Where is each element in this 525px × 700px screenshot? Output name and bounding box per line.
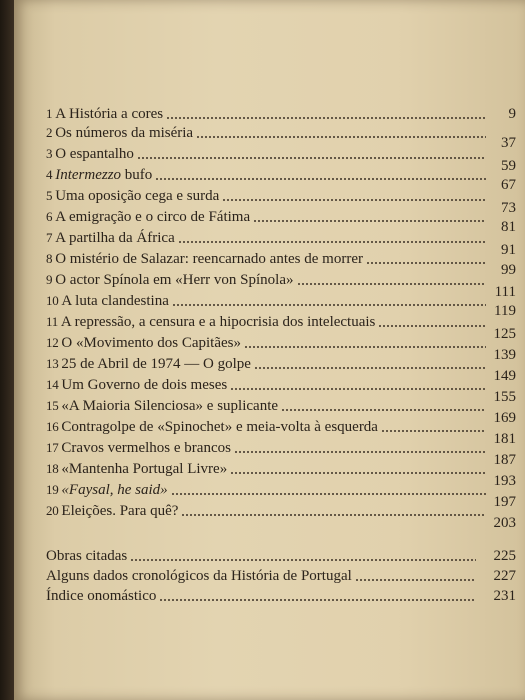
toc-entry-title xyxy=(46,312,375,332)
title-text: A emigração e o circo de Fátima xyxy=(55,209,251,225)
chapter-number: 12 xyxy=(46,335,59,350)
title-text: Os números da miséria xyxy=(55,125,194,141)
title-text: «A Maioria Silenciosa» e suplicante xyxy=(61,398,279,414)
book-page xyxy=(14,0,525,700)
toc-entry-title xyxy=(46,165,152,185)
page-number: 111 xyxy=(494,284,516,300)
leader-dots xyxy=(254,367,486,369)
page-number: 59 xyxy=(501,158,516,174)
leader-dots xyxy=(222,199,486,201)
toc-entry-title xyxy=(46,207,250,227)
title-text: Índice onomástico xyxy=(46,588,157,604)
leader-dots xyxy=(366,262,486,264)
toc-chapter-row xyxy=(46,480,516,510)
toc-chapter-row xyxy=(46,291,516,319)
toc-chapter-row xyxy=(46,312,516,342)
toc-entry-title xyxy=(46,375,227,395)
toc-entry-title xyxy=(46,459,227,479)
chapter-number: 17 xyxy=(46,440,59,455)
title-text: O mistério de Salazar: reencarnado antes de morrer xyxy=(55,251,363,267)
chapter-number: 18 xyxy=(46,461,59,476)
title-text: Um Governo de dois meses xyxy=(61,377,228,393)
title-text: Obras citadas xyxy=(46,548,128,564)
title-text: A História a cores xyxy=(55,106,164,122)
leader-dots xyxy=(181,514,486,516)
page-number: 227 xyxy=(493,568,516,584)
toc-chapter-row xyxy=(46,333,516,363)
title-rest: bufo xyxy=(121,167,153,183)
title-text: Cravos vermelhos e brancos xyxy=(61,440,231,456)
page-number: 9 xyxy=(508,106,516,122)
page-number: 193 xyxy=(493,473,516,489)
page-number: 225 xyxy=(493,548,516,564)
page-number: 181 xyxy=(493,431,516,447)
toc-entry-title xyxy=(46,480,168,500)
toc-entry-title xyxy=(46,396,278,416)
chapter-number: 19 xyxy=(46,482,59,497)
title-text: O actor Spínola em «Herr von Spínola» xyxy=(55,272,294,288)
toc-chapter-row xyxy=(46,186,516,216)
leader-dots xyxy=(155,178,486,180)
leader-dots xyxy=(178,241,486,243)
leader-dots xyxy=(137,157,486,159)
toc-appendix-row xyxy=(46,566,516,586)
toc-entry-title xyxy=(46,417,378,437)
leader-dots xyxy=(196,136,486,138)
toc-chapter-row xyxy=(46,501,516,531)
toc-appendix-row xyxy=(46,546,516,566)
leader-dots xyxy=(381,430,486,432)
chapter-number: 16 xyxy=(46,419,59,434)
page-number: 169 xyxy=(493,410,516,426)
leader-dots xyxy=(130,559,476,561)
toc-chapter-row xyxy=(46,249,516,278)
title-text: 25 de Abril de 1974 — O golpe xyxy=(61,356,251,372)
toc-chapter-row xyxy=(46,104,516,124)
toc-chapter-row xyxy=(46,123,516,151)
page-number: 187 xyxy=(493,452,516,468)
chapter-number: 4 xyxy=(46,167,53,182)
title-text: A partilha da África xyxy=(55,230,175,246)
toc-entry-title xyxy=(46,270,294,290)
leader-dots xyxy=(244,346,486,348)
toc-chapter-row xyxy=(46,270,516,300)
title-text: O espantalho xyxy=(55,146,134,162)
chapter-number: 5 xyxy=(46,188,53,203)
toc-entry-title xyxy=(46,228,175,248)
chapter-number: 1 xyxy=(46,106,53,121)
toc-entry-title xyxy=(46,501,178,521)
italic-title-part: «Faysal, he said» xyxy=(61,482,168,498)
toc-chapter-row xyxy=(46,459,516,489)
leader-dots xyxy=(355,579,476,581)
page-number: 149 xyxy=(493,368,516,384)
chapter-number: 11 xyxy=(46,314,58,329)
title-text: O «Movimento dos Capitães» xyxy=(61,335,241,351)
leader-dots xyxy=(159,599,476,601)
toc-chapter-row xyxy=(46,228,516,258)
toc-entry-title xyxy=(46,438,231,458)
page-number: 81 xyxy=(501,219,516,235)
leader-dots xyxy=(171,493,486,495)
toc-entry-title xyxy=(46,291,169,311)
title-text: Contragolpe de «Spinochet» e meia-volta à esquerda xyxy=(61,419,378,435)
title-text: «Mantenha Portugal Livre» xyxy=(61,461,228,477)
leader-dots xyxy=(172,304,486,306)
chapter-number: 9 xyxy=(46,272,53,287)
toc-entry-title xyxy=(46,333,241,353)
leader-dots xyxy=(253,220,486,222)
toc-entry-title xyxy=(46,104,163,124)
leader-dots xyxy=(378,325,486,327)
page-number: 125 xyxy=(493,326,516,342)
toc-chapter-row xyxy=(46,417,516,447)
toc-entry-title xyxy=(46,186,219,206)
title-text: Eleições. Para quê? xyxy=(61,503,179,519)
page-number: 197 xyxy=(493,494,516,510)
chapter-number: 13 xyxy=(46,356,59,371)
toc-entry-title xyxy=(46,249,363,269)
italic-title-part: Intermezzo xyxy=(55,167,122,183)
leader-dots xyxy=(281,409,486,411)
toc-chapter-row xyxy=(46,375,516,405)
toc-entry-title xyxy=(46,586,156,606)
page-number: 99 xyxy=(501,262,516,278)
chapter-number: 20 xyxy=(46,503,59,518)
page-number: 73 xyxy=(501,200,516,216)
page-number: 139 xyxy=(493,347,516,363)
page-number: 91 xyxy=(501,242,516,258)
page-number: 37 xyxy=(501,135,516,151)
leader-dots xyxy=(230,472,486,474)
chapter-number: 6 xyxy=(46,209,53,224)
title-text: A repressão, a censura e a hipocrisia dos intelectuais xyxy=(60,314,376,330)
leader-dots xyxy=(297,283,487,285)
chapter-number: 14 xyxy=(46,377,59,392)
toc-entry-title xyxy=(46,144,134,164)
toc-chapter-row xyxy=(46,207,516,235)
chapter-number: 10 xyxy=(46,293,59,308)
toc-chapter-row xyxy=(46,144,516,174)
title-text: Alguns dados cronológicos da História de Portugal xyxy=(46,568,352,584)
chapter-number: 15 xyxy=(46,398,59,413)
title-text: Uma oposição cega e surda xyxy=(55,188,220,204)
toc-chapter-row xyxy=(46,165,516,193)
leader-dots xyxy=(166,117,486,119)
page-number: 67 xyxy=(501,177,516,193)
chapter-number: 2 xyxy=(46,125,53,140)
page-number: 231 xyxy=(493,588,516,604)
chapter-number: 7 xyxy=(46,230,53,245)
book-spine-shadow xyxy=(0,0,14,700)
leader-dots xyxy=(230,388,486,390)
toc-entry-title xyxy=(46,354,251,374)
toc-appendix-row xyxy=(46,586,516,606)
chapter-number: 8 xyxy=(46,251,53,266)
chapter-number: 3 xyxy=(46,146,53,161)
page-number: 203 xyxy=(493,515,516,531)
toc-chapter-row xyxy=(46,438,516,468)
toc-chapter-row xyxy=(46,354,516,384)
toc-chapter-row xyxy=(46,396,516,426)
title-text: A luta clandestina xyxy=(61,293,169,309)
page-number: 155 xyxy=(493,389,516,405)
page-number: 119 xyxy=(494,303,516,319)
toc-entry-title xyxy=(46,566,352,586)
leader-dots xyxy=(234,451,486,453)
toc-entry-title xyxy=(46,123,193,143)
toc-entry-title xyxy=(46,546,127,566)
